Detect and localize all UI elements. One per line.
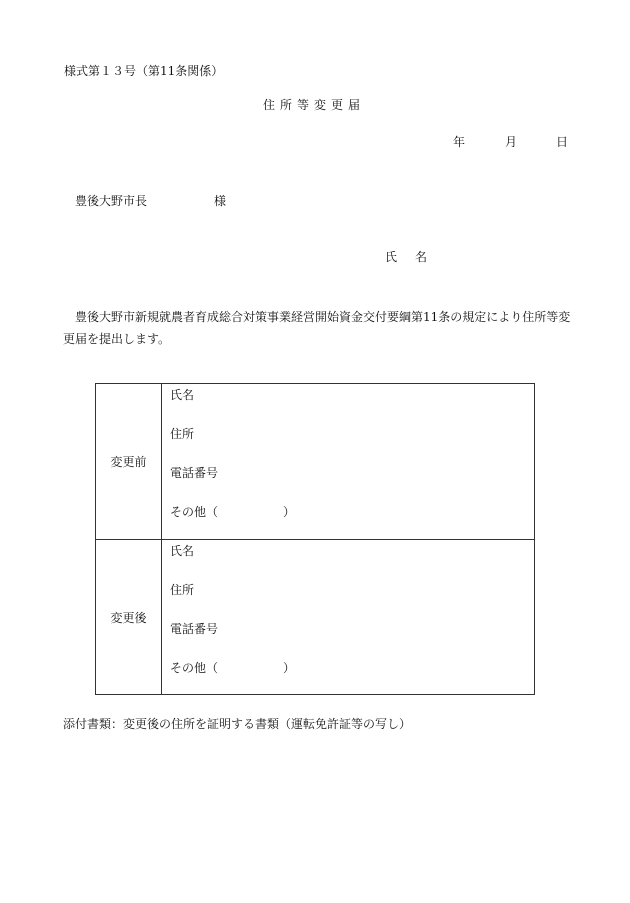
after-change-label: 変更後 [96,540,162,695]
before-other-close: ） [283,505,296,519]
after-change-section [96,539,534,695]
after-other-close: ） [283,661,296,675]
addressee: 豊後大野市長 [75,194,148,208]
after-name-field: 氏名 [170,544,195,558]
date-month-label: 月 [505,135,518,149]
before-change-section [96,384,534,539]
before-address-field: 住所 [170,427,195,441]
before-other-field: その他（ [170,505,219,519]
document-title: 住所等変更届 [263,98,366,112]
body-text: 豊後大野市新規就農者育成総合対策事業経営開始資金交付要綱第11条の規定により住所等変更届を提出します。 [63,310,571,346]
attachment-note: 添付書類：変更後の住所を証明する書類（運転免許証等の写し） [63,717,412,731]
after-phone-field: 電話番号 [170,622,219,636]
applicant-name-label: 氏名 [385,250,446,264]
addressee-honorific: 様 [214,194,227,208]
date-day-label: 日 [556,135,569,149]
before-phone-field: 電話番号 [170,466,219,480]
change-table [95,383,535,695]
after-other-field: その他（ [170,661,219,675]
before-change-label: 変更前 [96,384,162,539]
date-year-label: 年 [453,135,466,149]
after-address-field: 住所 [170,583,195,597]
before-name-field: 氏名 [170,388,195,402]
form-number: 様式第１３号（第11条関係） [64,64,224,78]
